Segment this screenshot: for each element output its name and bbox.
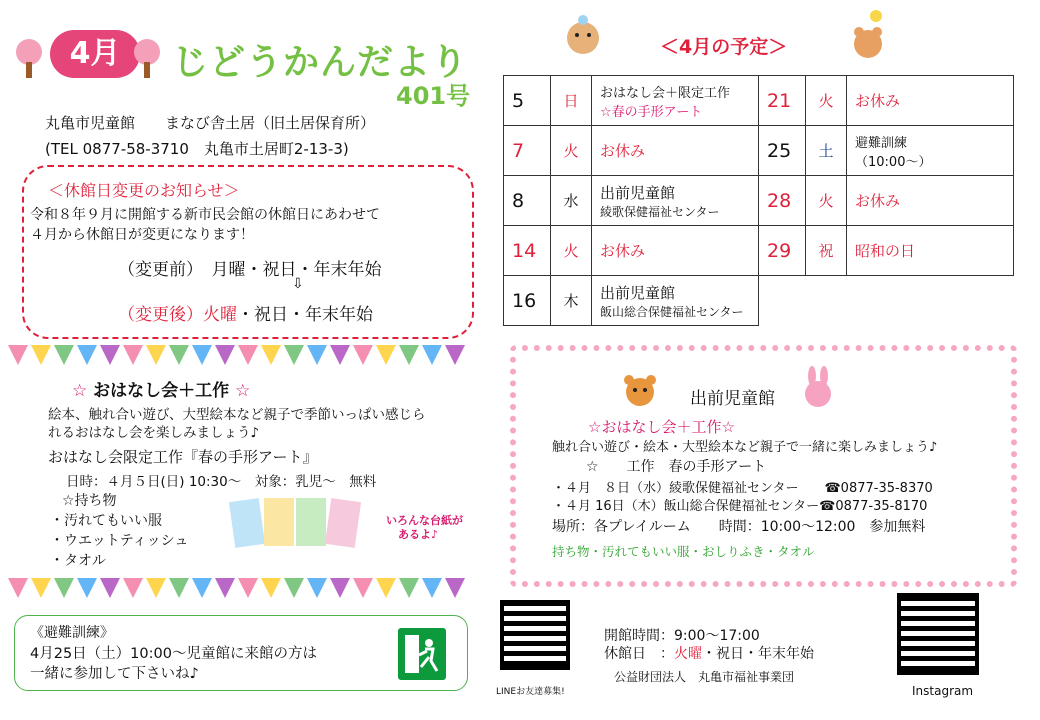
weekday-cell: 火 (551, 126, 592, 176)
outreach-craft: ☆ 工作 春の手形アート (586, 459, 767, 475)
outreach-place-time: 場所：各プレイルーム 時間：10:00～12:00 参加無料 (552, 519, 926, 535)
evac-title: 《避難訓練》 (30, 625, 114, 641)
weekday-cell: 水 (551, 176, 592, 226)
outreach-desc: 触れ合い遊び・絵本・大型絵本など親子で一緒に楽しみましょう♪ (552, 440, 938, 455)
ohanashi-heading (72, 376, 250, 401)
weekday-cell: 日 (551, 76, 592, 126)
cherry-tree-icon (14, 38, 44, 80)
table-row (504, 226, 1014, 276)
notice-before: （変更前） 月曜・祝日・年末年始 (118, 260, 382, 280)
outreach-subheading: ☆おはなし会＋工作☆ (588, 418, 735, 436)
bring-item: ・ウエットティッシュ (50, 533, 189, 549)
star-icon: ☆ (235, 381, 251, 401)
day-cell: 29 (759, 226, 806, 276)
newsletter-title: じどうかんだより (172, 42, 469, 83)
outreach-bring: 持ち物・汚れてもいい服・おしりふき・タオル (552, 544, 815, 559)
schedule-table (503, 75, 1014, 326)
opening-hours: 開館時間：9:00～17:00 (604, 628, 760, 644)
emergency-exit-icon (398, 628, 446, 680)
day-cell: 14 (504, 226, 551, 276)
day-cell: 16 (504, 276, 551, 326)
event-cell: 出前児童館 綾歌保健福祉センター (592, 176, 759, 226)
day-cell: 28 (759, 176, 806, 226)
note-line-2: あるよ♪ (398, 528, 439, 541)
notice-line-1: 令和８年９月に開館する新市民会館の休館日にあわせて (30, 207, 380, 223)
facility-name: 丸亀市児童館 まなび舎土居（旧土居保育所） (45, 114, 376, 132)
bring-item: ・タオル (50, 553, 106, 569)
outreach-title: 出前児童館 (690, 389, 775, 409)
day-cell: 5 (504, 76, 551, 126)
closed-highlight: 火曜 (674, 646, 702, 662)
bring-title: ☆持ち物 (62, 493, 117, 509)
day-cell: 21 (759, 76, 806, 126)
line-qr-code[interactable] (500, 600, 570, 670)
contact-info: (TEL 0877-58-3710 丸亀市土居町2-13-3) (45, 140, 349, 158)
event-cell: お休み (847, 76, 1014, 126)
after-label: （変更後） (118, 305, 203, 325)
organization: 公益財団法人 丸亀市福祉事業団 (614, 670, 795, 684)
ohanashi-datetime: 日時：４月５日(日) 10:30～ 対象：乳児～ 無料 (66, 474, 377, 490)
cherry-tree-icon (132, 38, 162, 80)
star-icon: ☆ (72, 381, 88, 401)
weekday-cell: 火 (806, 176, 847, 226)
event-cell: おはなし会＋限定工作 ☆春の手形アート (592, 76, 759, 126)
event-cell: 出前児童館 飯山総合保健福祉センター (592, 276, 759, 326)
day-cell: 8 (504, 176, 551, 226)
weekday-cell: 火 (806, 76, 847, 126)
event-cell: お休み (847, 176, 1014, 226)
weekday-cell: 木 (551, 276, 592, 326)
event-cell: お休み (592, 226, 759, 276)
instagram-qr-code[interactable] (897, 593, 979, 675)
weekday-cell: 祝 (806, 226, 847, 276)
schedule-heading: ＜4月の予定＞ (660, 36, 788, 58)
event-cell: 避難訓練 （10:00～） (847, 126, 1014, 176)
line-label: LINEお友達募集! (496, 687, 565, 697)
notice-line-2: ４月から休館日が変更になります！ (30, 227, 254, 243)
evac-line-2: 一緒に参加して下さいね♪ (30, 666, 199, 682)
day-cell: 25 (759, 126, 806, 176)
notice-after (118, 300, 373, 325)
craft-title: おはなし会限定工作『春の手形アート』 (48, 448, 318, 466)
note-line-1: いろんな台紙が (386, 514, 463, 527)
bunting-decoration (8, 578, 478, 600)
event-cell: お休み (592, 126, 759, 176)
bunting-decoration (8, 345, 478, 367)
closed-days (604, 643, 814, 663)
outreach-row-1: ・４月 ８日（水）綾歌保健福祉センター ☎0877-35-8370 (552, 481, 933, 496)
notice-heading: ＜休館日変更のお知らせ＞ (48, 181, 240, 200)
closed-rest: ・祝日・年末年始 (702, 646, 814, 662)
evac-line-1: 4月25日（土）10:00～児童館に来館の方は (30, 646, 317, 662)
table-row (504, 276, 1014, 326)
table-row (504, 126, 1014, 176)
down-arrow-icon: ⇩ (292, 276, 304, 292)
instagram-label: Instagram (912, 684, 974, 698)
bring-item: ・汚れてもいい服 (50, 513, 162, 529)
closed-label: 休館日 ： (604, 646, 674, 662)
outreach-row-2: ・４月 16日（木）飯山総合保健福祉センター☎0877-35-8170 (552, 499, 928, 514)
table-row (504, 76, 1014, 126)
weekday-cell: 火 (551, 226, 592, 276)
issue-number: 401号 (396, 82, 471, 110)
bear-icon (622, 370, 658, 408)
month-badge: 4月 (50, 30, 140, 78)
after-rest: ・祝日・年末年始 (237, 305, 373, 325)
ohanashi-heading-text: おはなし会＋工作 (93, 381, 230, 401)
handprint-art-image (228, 494, 364, 554)
after-highlight: 火曜 (203, 305, 237, 325)
rabbit-icon (800, 366, 836, 408)
ohanashi-desc-2: れるおはなし会を楽しみましょう♪ (48, 425, 260, 441)
ohanashi-desc-1: 絵本、触れ合い遊び、大型絵本など親子で季節いっぱい感じら (48, 407, 426, 423)
weekday-cell: 土 (806, 126, 847, 176)
event-cell: 昭和の日 (847, 226, 1014, 276)
bear-mascot-icon (842, 8, 894, 64)
table-row (504, 176, 1014, 226)
animal-mascot-icon (558, 12, 608, 62)
day-cell: 7 (504, 126, 551, 176)
